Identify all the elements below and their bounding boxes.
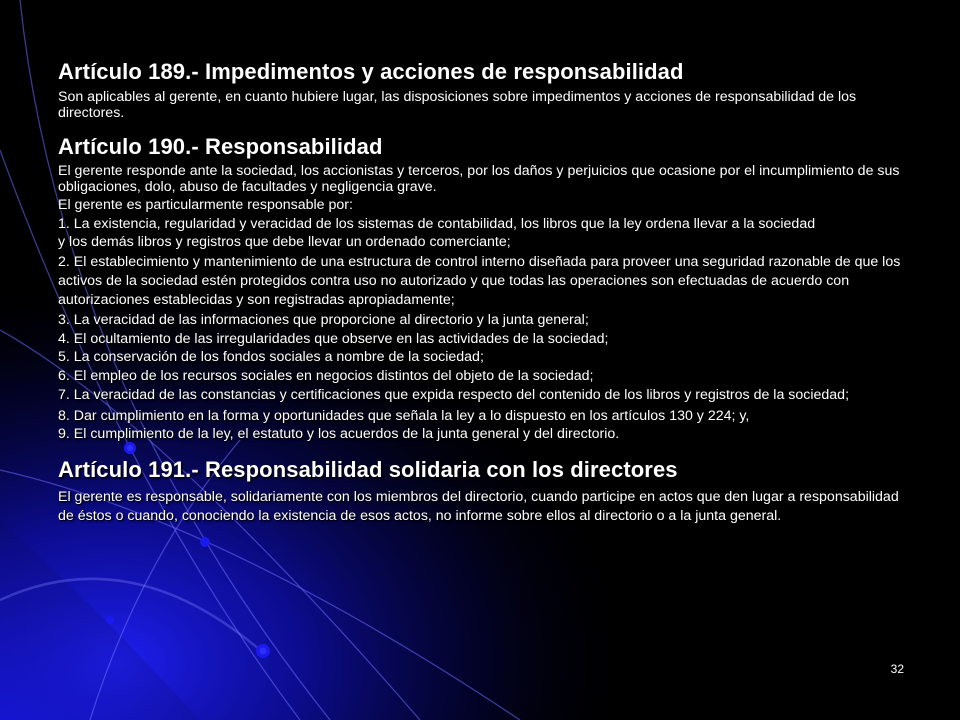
article-191-text: El gerente es responsable, solidariamente con los miembros del directorio, cuando participe en actos que den lugar a responsabilidad de éstos o cuando, conociendo la existencia de esos actos, no informe sobre ellos al directorio o a la junta general.: [58, 489, 899, 524]
article-189-title: Artículo 189.- Impedimentos y acciones de responsabilidad: [58, 59, 684, 84]
article-190: [58, 133, 918, 442]
list-item: 7. La veracidad de las constancias y certificaciones que expida respecto del contenido de los libros y registros de la sociedad;: [58, 387, 850, 403]
article-189: [58, 58, 918, 121]
slide-content: [58, 58, 918, 526]
article-190-title: Artículo 190.- Responsabilidad: [58, 134, 383, 159]
list-item: 1. La existencia, regularidad y veracidad de los sistemas de contabilidad, los libros que la ley ordena llevar a la sociedad: [58, 215, 816, 232]
list-item: 4. El ocultamiento de las irregularidades que observe en las actividades de la sociedad;: [58, 330, 609, 347]
article-191: [58, 456, 918, 526]
list-item: 9. El cumplimiento de la ley, el estatuto y los acuerdos de la junta general y del directorio.: [58, 426, 620, 442]
article-189-text: Son aplicables al gerente, en cuanto hubiere lugar, las disposiciones sobre impedimentos y acciones de responsabilidad de los directores.: [58, 89, 857, 121]
list-item: 3. La veracidad de las informaciones que proporcione al directorio y la junta general;: [58, 312, 589, 328]
article-190-lead: El gerente es particularmente responsable por:: [58, 197, 353, 213]
list-item: 8. Dar cumplimiento en la forma y oportunidades que señala la ley a lo dispuesto en los artículos 130 y 224; y,: [58, 407, 750, 424]
responsibility-list: [58, 216, 918, 443]
article-191-title: Artículo 191.- Responsabilidad solidaria con los directores: [58, 457, 678, 482]
list-item: y los demás libros y registros que debe llevar un ordenado comerciante;: [58, 234, 511, 250]
list-item: 6. El empleo de los recursos sociales en negocios distintos del objeto de la sociedad;: [58, 367, 594, 384]
list-item: 2. El establecimiento y mantenimiento de una estructura de control interno diseñada para proveer una seguridad razonable de que los activos de la sociedad estén protegidos contra uso no autorizado y que todas las operaciones son efectuadas de acuerdo con autorizaciones establecidas y son registradas apropiadamente;: [58, 253, 901, 308]
article-190-intro: El gerente responde ante la sociedad, los accionistas y terceros, por los daños y perjuicios que ocasione por el incumplimiento de sus obligaciones, dolo, abuso de facultades y negligencia grave.: [58, 163, 900, 195]
page-number: 32: [890, 662, 904, 676]
list-item: 5. La conservación de los fondos sociales a nombre de la sociedad;: [58, 349, 484, 365]
